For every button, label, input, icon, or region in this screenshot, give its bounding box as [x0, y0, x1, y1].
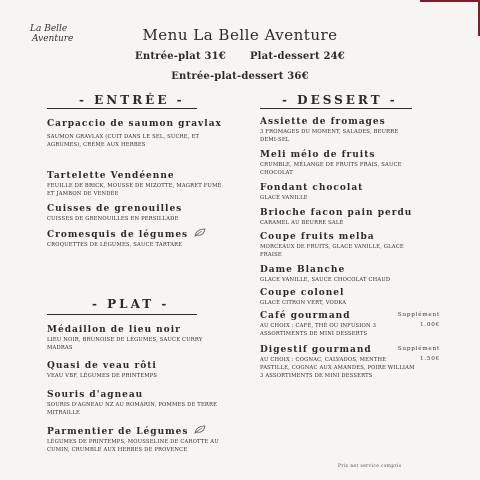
dish-desc: CRUMBLE, MÉLANGE DE FRUITS FRAIS, SAUCE CHOCOLAT [260, 162, 402, 176]
dish-name: Dame Blanche [260, 265, 346, 275]
section-title-plat: - PLAT - [92, 297, 170, 311]
dish-desc: GLACE CITRON VERT, VODKA [260, 300, 347, 306]
dish-name: Souris d'agneau [47, 390, 144, 400]
dish-dessert-8 [260, 310, 380, 338]
dish-name: Brioche facon pain perdu [260, 208, 413, 218]
dish-dessert-2 [260, 149, 415, 177]
dish-name: Fondant chocolat [260, 183, 364, 193]
dish-desc: MORCEAUX DE FRUITS, GLACE VANILLE, GLACE FRAISE [260, 244, 404, 258]
dish-plat-2 [47, 360, 227, 380]
dish-dessert-6 [260, 264, 415, 284]
offer-entree-plat: Entrée-plat 31€ [135, 51, 226, 62]
dish-desc: LIEU NOIR, BRUNOISE DE LÉGUMES, SAUCE CURRY MADRAS [47, 337, 203, 351]
dish-desc: AU CHOIX : CAFÉ, THÉ OU INFUSION 3 ASSORTIMENTS DE MINI DESSERTS [260, 323, 377, 337]
dish-plat-3 [47, 389, 227, 417]
dish-plat-4 [47, 425, 232, 454]
dish-dessert-5 [260, 231, 415, 259]
dish-entree-2 [47, 170, 222, 198]
dish-name: Café gourmand [260, 311, 351, 321]
dish-dessert-3 [260, 182, 415, 202]
dish-name: Assiette de fromages [260, 117, 386, 127]
divider [260, 108, 412, 109]
dish-name: Coupe colonel [260, 288, 345, 298]
dish-dessert-4 [260, 207, 430, 227]
dish-desc: GLACE VANILLE [260, 195, 308, 201]
supplement-label: Supplément [397, 312, 440, 318]
dish-desc: CARAMEL AU BEURRE SALÉ [260, 220, 344, 226]
dish-name: Cuisses de grenouilles [47, 204, 183, 214]
supplement-price: 1.00€ [419, 322, 440, 328]
dish-desc: CROQUETTES DE LÉGUMES, SAUCE TARTARE [47, 242, 183, 248]
supplement-price: 1.50€ [419, 356, 440, 362]
dish-entree-3 [47, 203, 222, 223]
offer-plat-dessert: Plat-dessert 24€ [249, 51, 345, 62]
dish-name: Tartelette Vendéenne [47, 171, 175, 181]
dish-desc: AU CHOIX : COGNAC, CALVADOS, MENTHE PASTILLE, COGNAC AUX AMANDES, POIRE WILLIAM 3 ASSORTIMENTS DE MINI DESSERTS [260, 357, 415, 379]
dish-entree-1 [47, 116, 222, 149]
dish-desc: GLACE VANILLE, SAUCE CHOCOLAT CHAUD [260, 277, 391, 283]
dish-desc: FEUILLE DE BRICK, MOUSSE DE MIZOTTE, MAGRET FUMÉ ET JAMBON DE VENDÉE [47, 183, 222, 197]
divider [47, 314, 197, 315]
section-title-dessert: - DESSERT - [282, 93, 398, 107]
dish-name: Meli mélo de fruits [260, 150, 376, 160]
dish-entree-4 [47, 228, 232, 249]
dish-name: Coupe fruits melba [260, 232, 375, 242]
logo-line1: La Belle [30, 24, 68, 34]
offer-entree-plat-dessert: Entrée-plat-dessert 36€ [171, 71, 309, 82]
dish-plat-1 [47, 324, 227, 352]
menu-title: Menu La Belle Aventure [142, 26, 338, 44]
leaf-icon [194, 228, 206, 241]
supplement-digestif [375, 344, 440, 364]
logo-line2: Aventure [32, 34, 74, 44]
supplement-label: Supplément [397, 346, 440, 352]
dish-name: Digestif gourmand [260, 345, 372, 355]
dish-dessert-1 [260, 116, 410, 144]
dish-name: Cromesquis de légumes [47, 230, 189, 240]
dish-name: Médaillon de lieu noir [47, 325, 181, 335]
dish-desc: CUISSES DE GRENOUILLES EN PERSILLADE [47, 216, 179, 222]
divider [47, 108, 197, 109]
dish-desc: SAUMON GRAVLAX (CUIT DANS LE SEL, SUCRE, ET AGRUMES), CRÈME AUX HERBES [47, 134, 200, 148]
dish-desc: VEAU VBF, LÉGUMES DE PRINTEMPS [47, 373, 158, 379]
section-title-entree: - ENTRÉE - [79, 93, 185, 107]
dish-name: Quasi de veau rôti [47, 361, 157, 371]
leaf-icon [194, 425, 206, 438]
dish-name: Parmentier de Légumes [47, 427, 189, 437]
supplement-cafe [375, 310, 440, 330]
dish-name: Carpaccio de saumon gravlax [47, 119, 222, 129]
dish-desc: LÉGUMES DE PRINTEMPS, MOUSSELINE DE CAROTTE AU CUMIN, CRUMBLE AUX HERBES DE PROVENCE [47, 439, 219, 453]
footnote: Prix net service compris [338, 463, 402, 468]
dish-desc: 3 FROMAGES DU MOMENT, SALADES, BEURRE DEMI-SEL [260, 129, 399, 143]
dish-dessert-7 [260, 287, 415, 307]
offer-line-1 [0, 51, 480, 62]
dish-desc: SOURIS D'AGNEAU NZ AU ROMARIN, POMMES DE TERRE MITRAILLE [47, 402, 218, 416]
